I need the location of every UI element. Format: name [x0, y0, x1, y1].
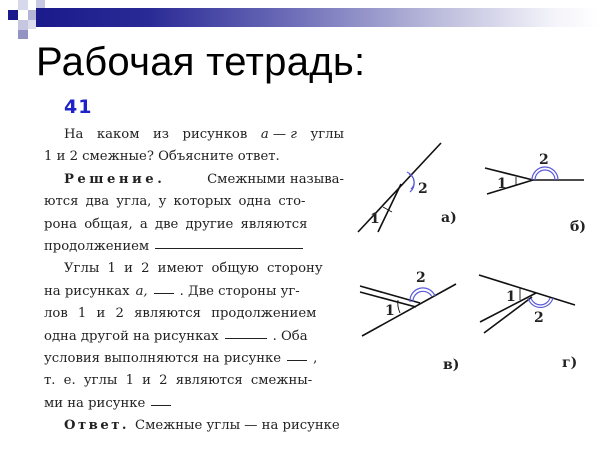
answer-label: Ответ. — [64, 418, 129, 434]
figure-b-label-1: 1 — [497, 176, 507, 192]
figure-v — [360, 284, 456, 336]
figure-b-arc-outer — [532, 167, 558, 180]
figure-g-label-2: 2 — [534, 310, 544, 326]
solution-line-4: продолжением — [44, 236, 344, 258]
figure-a-label-2: 2 — [418, 181, 428, 197]
solution-line-7: лов 1 и 2 являются продолжением — [44, 306, 317, 322]
question-line-2: 1 и 2 смежные? Объясните ответ. — [44, 149, 280, 165]
figure-a-label-1: 1 — [370, 211, 380, 227]
solution-line-2: ются два угла, у которых одна сто- — [44, 194, 306, 210]
figure-g — [479, 275, 575, 333]
solution-line-8: одна другой на рисунках . Оба — [44, 326, 344, 348]
figure-b-caption: б) — [570, 219, 586, 235]
figure-b-ray-upper — [485, 168, 533, 180]
solution-line-1: Решение. Смежными называ- — [44, 169, 344, 191]
figure-v-label-2: 2 — [416, 270, 426, 286]
figure-b-arc-inner — [535, 170, 555, 180]
solution-label: Решение. — [64, 171, 166, 187]
solution-line-5: Углы 1 и 2 имеют общую сторону — [64, 261, 323, 277]
exercise-number: 41 — [64, 96, 93, 118]
answer-line: Ответ. Смежные углы — на рисунке — [44, 415, 344, 437]
figure-g-caption: г) — [562, 355, 578, 371]
solution-line-3: рона общая, а две другие являются — [44, 216, 308, 232]
figure-v-caption: в) — [443, 357, 460, 373]
figure-v-label-1: 1 — [385, 303, 395, 319]
figure-g-arc-inner — [531, 298, 550, 305]
figure-v-line — [362, 284, 456, 336]
solution-line-9: условия выполняются на рисунке , — [44, 348, 344, 370]
figure-v-arc-inner — [413, 291, 432, 302]
question-line-1: На каком из рисунков а — г углы — [64, 127, 344, 142]
figure-g-label-1: 1 — [506, 289, 516, 305]
solution-line-10: т. е. углы 1 и 2 являются смежны- — [44, 373, 313, 389]
figure-b-ray-lower — [487, 180, 533, 194]
figure-a-caption: а) — [441, 210, 457, 226]
figure-b-label-2: 2 — [539, 152, 549, 168]
solution-line-6: на рисунках а, . Две стороны уг- — [44, 281, 344, 303]
slide-title: Рабочая тетрадь: — [36, 40, 366, 84]
solution-line-11: ми на рисунке — [44, 393, 344, 415]
